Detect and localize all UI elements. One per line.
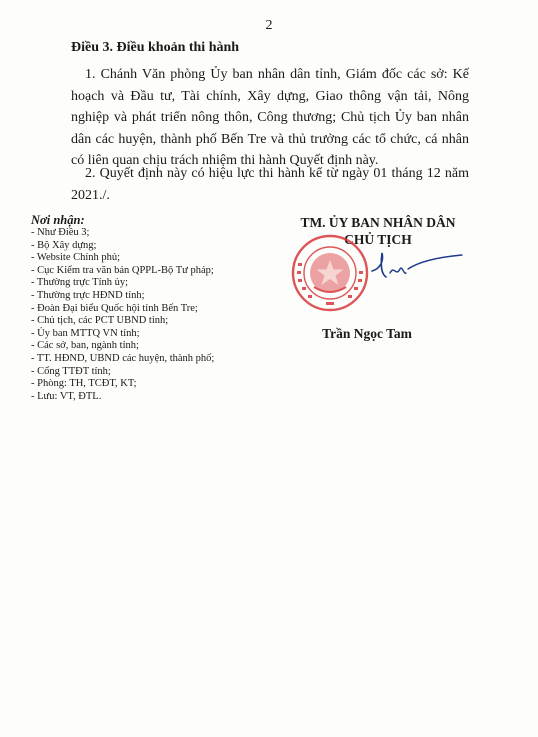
recipients-block [31, 214, 271, 403]
list-item: - Cổng TTĐT tỉnh; [31, 365, 111, 377]
list-item: - Các sở, ban, ngành tỉnh; [31, 340, 139, 352]
list-item: - Lưu: VT, ĐTL. [31, 390, 102, 402]
signature-role: CHỦ TỊCH [344, 232, 412, 247]
list-item: - Thường trực Tỉnh ủy; [31, 277, 129, 289]
recipients-title: Nơi nhận: [31, 213, 85, 227]
list-item: - Website Chính phủ; [31, 252, 121, 264]
article-paragraph-1: 1. Chánh Văn phòng Ủy ban nhân dân tỉnh, Giám đốc các sở: Kế hoạch và Đầu tư, Tài chính, Xây dựng, Giao thông vận tải, Nông nghiệp và phát triển nông thôn, Công thương; Chủ tịch Ủy ban nhân dân các huyện, thành phố Bến Tre và thủ trưởng các tổ chức, cá nhân có liên quan chịu trách nhiệm thi hành Quyết định này. [71, 67, 469, 168]
list-item: - TT. HĐND, UBND các huyện, thành phố; [31, 352, 215, 364]
official-seal-icon [290, 233, 370, 313]
list-item: - Chủ tịch, các PCT UBND tỉnh; [31, 315, 169, 327]
page-number: 2 [265, 18, 273, 33]
signer-name: Trần Ngọc Tam [322, 326, 412, 341]
list-item: - Cục Kiểm tra văn bản QPPL-Bộ Tư pháp; [31, 264, 214, 276]
list-item: - Ủy ban MTTQ VN tỉnh; [31, 327, 140, 339]
list-item: - Thường trực HĐND tỉnh; [31, 289, 145, 301]
article-title: Điều 3. Điều khoản thi hành [71, 40, 240, 55]
list-item: - Bộ Xây dựng; [31, 239, 97, 251]
list-item: - Như Điều 3; [31, 227, 90, 238]
signature-organization: TM. ỦY BAN NHÂN DÂN [300, 215, 456, 230]
handwritten-signature-icon [370, 247, 465, 287]
list-item: - Đoàn Đại biểu Quốc hội tỉnh Bến Tre; [31, 302, 198, 314]
article-paragraph-2: 2. Quyết định này có hiệu lực thi hành kể từ ngày 01 tháng 12 năm 2021./. [71, 166, 469, 203]
list-item: - Phòng: TH, TCĐT, KT; [31, 378, 137, 390]
recipients-list [31, 227, 271, 403]
